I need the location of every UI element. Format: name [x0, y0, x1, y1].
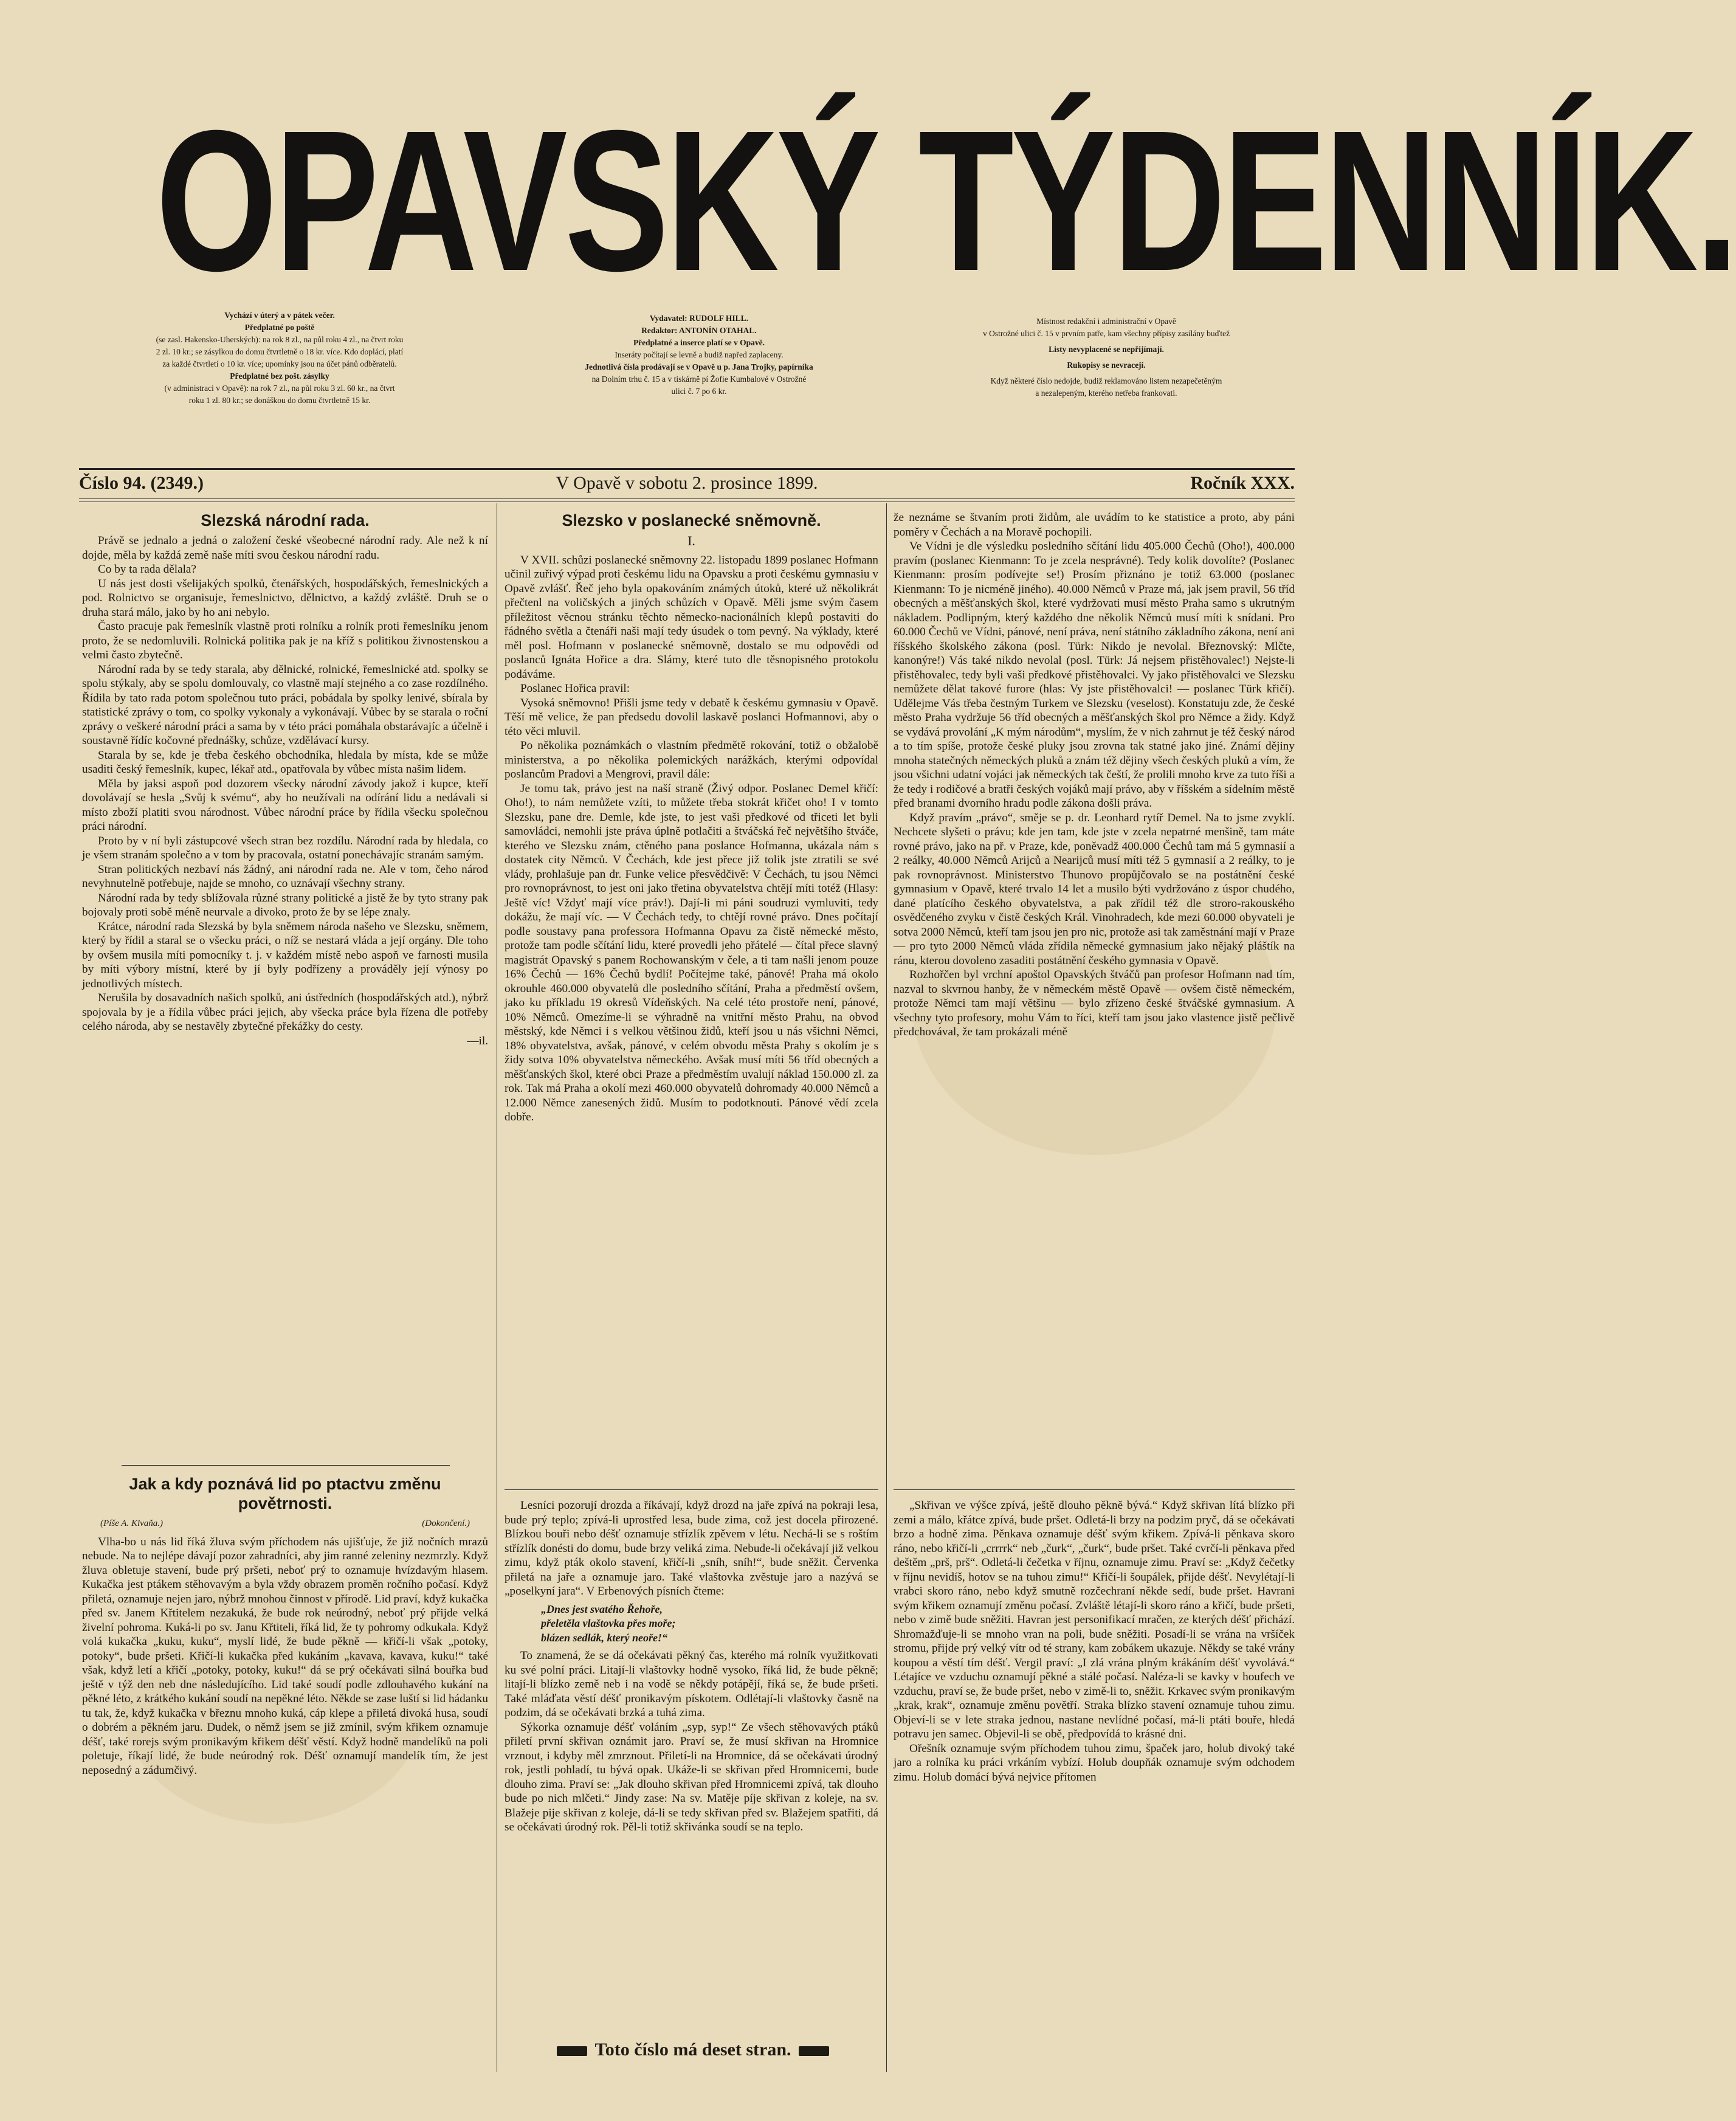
article-ptactvo [82, 1474, 488, 2040]
article-narodni-rada [82, 511, 488, 1456]
continuation-note: (Dokončení.) [422, 1519, 470, 1528]
article-separator [505, 1489, 878, 1490]
article-separator [122, 1465, 450, 1466]
paragraph: Národní rada by tedy sblížovala různé strany politické a jistě že by tyto strany pak bojovaly proti sobě méně neurvale a divoko, proto že by se lépe znaly. [82, 891, 488, 919]
paragraph: Po několika poznámkách o vlastním předmětě rokování, totiž o obžalobě ministerstva, a po několika polemických narážkách, kterými odpovídal poslancům Pradovi a Mengrovi, pravil dále: [505, 739, 878, 781]
footer-note [480, 2038, 906, 2062]
paragraph: Proto by v ní byli zástupcové všech stran bez rozdílu. Národní rada by hledala, co je všem stranám společno a v tom by pracovala, ostatní ponechávajíc stranám samým. [82, 834, 488, 861]
article-title: Slezsko v poslanecké sněmovně. [562, 511, 821, 529]
signature: —il. [467, 1034, 488, 1047]
paragraph: Krátce, národní rada Slezská by byla sněmem národa našeho ve Slezsku, sněmem, který by řídil a staral se o všecku práci, o níž se nestará vláda a její orgány. Dle toho by ovšem musila míti pomocníky t. j. v každém místě nebo aspoň ve farnosti musila by míti výbory místní, které by jí byly podřízeny a prováděly její výnosy po jednotlivých místech. [82, 920, 488, 990]
paragraph: Právě se jednalo a jedná o založení české všeobecné národní rady. Ale než k ní dojde, měla by každá země naše míti svou českou národní radu. [82, 534, 488, 562]
info-line: Vychází v úterý a v pátek večer. [224, 311, 335, 320]
article-ptactvo-continued-2 [894, 1498, 1295, 2027]
info-line: Předplatné a inserce platí se v Opavě. [633, 338, 765, 347]
paragraph: U nás jest dosti všelijakých spolků, čtenářských, hospodářských, řemeslnických a pod. Rolnictvo se organisuje, řemeslnictvo, dělnictvo, a každý zvláště. Druh se o druha stará málo, jako by ho ani nebylo. [82, 577, 488, 619]
editorial-office-info [912, 316, 1301, 400]
paragraph: Je tomu tak, právo jest na naší straně (Živý odpor. Poslanec Demel křičí: Oho!), to nám nemůžete vzíti, to můžete třeba stokrát křičet oho! I v tomto Slezsku, pane dre. Demle, kde jste, to jest vaši předkové od třiceti let byli samovládci, nemohli jste práva úplně potlačiti a štváčská řeč největšího štváče, kterého ve Slezsku znám, ctěného pana poslance Hofmanna, ukázala nám s dostatek city Němců. V Čechách, kde jest přece již tolik jste ztratili se své vlády, prohlašuje pan dr. Funke velice přesvědčivě: V Čechách, tu jsou Němci pro rovnoprávnost, to jest oni jako třetina obyvatelstva chtějí míti totéž (Hlasy: Ještě víc! Vždyť mají více práv!). Dají-li mi páni soudruzi vymluviti, tedy dokážu, že mají víc. — V Čechách tedy, to chtějí rovné právo. Dnes počítají podle soustavy pana professora Hofmanna Opavu za čistě německé město, protože tam podle sčítání lidu, které provedli jeho přátelé — čítal přece slavný magistrát Opavský s panem Rochowanským v čele, a ti tam našli jenom pouze 16% Čechů — 16% Čechů bydlí! Počítejme také, pánové! Praha má okolo okrouhle 460.000 obyvatelů dle posledního sčítání, Praha a předměstí ovšem, jako ku příkladu 19 okresů Vídeňských. Na celé této prostoře není, pánové, 10% Němců. Omezíme-li se výhradně na vnitřní město Prahu, na obvod městský, kde Němci i s velkou většinou židů, kteří jsou u nás všichni Němci, 18% obyvatelstva, avšak, pánové, v celém obvodu města Prahy s okolím je s židy sotva 10% obyvatelstva německého. Avšak musí míti 56 tříd obecných a měšťanských škol, které obci Praze a předměstím uvalují náklad 150.000 zl. za rok. Tak má Praha a okolí mezi 460.000 obyvatelů dohromady 40.000 Němců a 12.000 Němce zanesených židů. Musím to podotknouti. Pánové vědí zcela dobře. [505, 782, 878, 1123]
info-line: Inseráty počítají se levně a budiž napřed zaplaceny. [615, 350, 784, 359]
article-ptactvo-continued [505, 1498, 878, 2027]
paragraph: Když pravím „právo“, směje se p. dr. Leonhard rytíř Demel. Na to jsme zvyklí. Nechcete slyšeti o právu; kde jen tam, kde jste v zcela nepatrné menšině, tam máte rovné právo, jako na př. v Praze, kde, poněvadž 400.000 Čechů tam má 5 gymnasií a 2 reálky, 40.000 Němců Arijců a Nearijců musí míti též 5 gymnasií a 2 reálky, to je pak rovnoprávnost. Ministerstvo Thunovo propůjčovalo se na postátnění české gymnasium v Opavě, které trvalo 14 let a musilo býti vydržováno z úspor chudého, dané platícího českého obyvatelstva, a pak zřídil též dle stroro-rakouského osvědčeného zvyku v čistě českých Král. Vinohradech, kde mezi 60.000 obyvateli je sotva 2000 Němců, kteří tam jsou jen pro nic, protože asi tak zaměstnání mají v Praze — pro tyto 2000 Němců vláda zřídila německé gymnasium jako nějaký pláštík na ránu, kterou dovoleno zasaditi postátnění českého gymnasia v Opavě. [894, 811, 1295, 967]
author: (Píše A. Klvaňa.) [100, 1519, 164, 1528]
subscription-info [94, 310, 465, 407]
paragraph: V XVII. schůzi poslanecké sněmovny 22. listopadu 1899 poslanec Hofmann učinil zuřivý výpad proti českému lidu na Opavsku a proti českému gymnasiu v Opavě zvlášť. Řeč jeho byla opakováním známých útoků, které už několikrát přečtenl na voličských a jiných schůzích v Opavě. Měli jsme svým časem příležitost věcnou stránku těchto německo-nacionálních klepů postaviti do řádného světla a čtenáři naši mají tedy úsudek o tom pevný. Na výklady, které měl posl. Hofmann v poslanecké sněmovně, dostalo se mu odpovědi od poslanců Ignáta Hořice a dra. Slámy, které tuto dle těsnopisného protokolu podáváme. [505, 553, 878, 681]
paragraph: že neznáme se štvaním proti židům, ale uvádím to ke statistice a proto, aby páni poměry v Čechách a na Moravě pochopili. [894, 511, 1295, 539]
column-rule [886, 503, 887, 2072]
info-line: (se zasl. Hakensko-Uherských): na rok 8 zl., na půl roku 4 zl., na čtvrt roku [156, 335, 404, 344]
paragraph: Ořešník oznamuje svým příchodem tuhou zimu, špaček jaro, holub divoký také jaro a rolníka ku práci vrkáním vybízí. Holub doupňák oznamuje svým odchodem zimu. Holub domácí bývá nejvice přítomen [894, 1742, 1295, 1784]
pointing-hand-icon [557, 2046, 587, 2056]
issue-number: Číslo 94. (2349.) [79, 473, 204, 493]
paragraph: Nerušila by dosavadních našich spolků, ani ústředních (hospodářských atd.), nýbrž spojovala by je a řídila vůbec práci jejich, aby všecka práce byla řízena dle potřeby celého národa, aby se nestavěly zbytečné překážky do cesty. [82, 992, 488, 1033]
article-slezsko-snemovna-continued [894, 511, 1295, 1483]
paragraph: Národní rada by se tedy starala, aby dělnické, rolnické, řemeslnické atd. spolky se spolu stýkaly, aby se spolu domlouvaly, co vlastně mají stejného a co zase rozdílného. Řídila by tato rada potom společnou tuto práci, pobádala by spolky lenivé, sbírala by statistické zprávy o tom, co spolky vykonaly a vykonávají. Vůbec by se starala o roční zprávy o veškeré národní práci a sama by v této práci pomáhala obstarávajíc a účelně i soustavně řídíc kočovné přednášky, schůze, vzdělávací kursy. [82, 663, 488, 747]
paragraph: Vlha-bo u nás lid říká žluva svým příchodem nás ujišťuje, že již nočních mrazů nebude. Na to nejlépe dávají pozor zahradníci, aby jim ranné zeleniny nezmrzly. Když žluva obletuje stavení, bude prý pršeti, neboť prý to oznamuje hvízdavým hlasem. Kukačka jest ptákem stěhovavým a byla vždy obrazem proměn ročního počasí. Když přiletá, oznamuje nejen jaro, nýbrž mnohou činnost v přírodě. Lid praví, když kukačka před sv. Janem Křtitelem nezakuká, že bude rok neúrodný, neboť prý přijde velká živelní pohroma. Kuká-li po sv. Janu Křtiteli, říká lid, že ty pohromy odkukala. Když volá kukačka „kuku, kuku“, myslí lidé, že bude pěkně — křičí-li však „potoky, potoky“, bude pršeti. Křičí-li kukačka před kukáním „kavava, kavava, kuku!“ také však, když letí a křičí „potoky, potoky, kuku!“ dá se prý očekávati silná bouřka bud ještě v týž den neb dne následujícího. Lid také soudí podle zdlouhavého kukání na pěkné léto, z krátkého kukání soudí na nepěkné léto. Někde se zase luští si lid hádanku tu tak, že, když kukačka v březnu mnoho kuká, cáp klepe a přiletá divoká husa, soudí o dobrém a pěkném jaru. Dudek, o němž jsem se již zmínil, svým křikem oznamuje déšť, také rorejs svým pronikavým křikem déšť věstí. Když hodně mandelíků na poli poletuje, říkají lidé, že bude neúrodný rok. Déšť oznamují mandelík tím, že jest neposedný a zádumčivý. [82, 1535, 488, 1777]
paragraph: Ve Vídni je dle výsledku posledního sčítání lidu 405.000 Čechů (Oho!), 400.000 pravím (poslanec Kienmann: To je zcela nesprávné). Tedy kolik dovolíte? (Poslanec Kienmann: prosím podívejte se!) Prosím přiznáno je totiž 63.000 (poslanec Kienmann: To je nicméně jiného). 40.000 Němců v Praze má, jak jsem pravil, 56 tříd obecných a měšťanských škol, které vydržovati musí město Praha samo s ukrutným nákladem. Podlipným, který každého dne několik Němců musí míti k snídani. Pro 60.000 Čechů ve Vídni, pánové, není práva, není státního základního zákona, není ani říšského školského zákona (posl. Türk: Nikdo je nevolal. Březnovský: Mlčte, kanonýre!) Vás také nikdo nevolal (posl. Türk: Já nejsem přistěhovalec!) Nejste-li přistěhovalec, tedy byli vaši předkové přistěhovalci. Vy jako přistěhovalci ve Slezsku nemůžete dělat takové furore (hlas: Vy jste přistěhovalci! — poslanec Türk křičí). Udělejme Vás třeba čestným Turkem ve Slezsku (veselost). Konstatuju zde, že české město Praha vydržuje 56 tříd obecných a měšťanských škol pro Němce a židy. Když se vydává provolání „K mým národům“, myslím, že v nich zahrnut je též český národ a to tím spíše, protože české pluky jsou zrovna tak statné jako jiné. Známí dějiny mnoha statečných německých pluků a znám též dějiny všech českých pluků a vím, že jsou všichni udatní vojáci jak německých tak čeští, že prolili mnoho krve za tuto říši a že tedy i rodičové a bratři českých vojáků mají právo, aby v říšském a sídelním městě před branami dvorního hradu podle zákona došli práva. [894, 540, 1295, 810]
paragraph: Často pracuje pak řemeslník vlastně proti rolníku a rolník proti řemeslníku jenom proto, že se nedomluvili. Rolnická politika pak je na kříž s politikou živnostenskou a velmi často zbytečně. [82, 620, 488, 661]
info-line: a nezalepeným, kterého netřeba frankovati. [1035, 388, 1177, 398]
info-line: Vydavatel: RUDOLF HILL. [649, 314, 749, 323]
info-line: na Dolním trhu č. 15 a v tiskárně pí Žofie Kumbalové v Ostrožné [591, 374, 807, 384]
info-line: Redaktor: ANTONÍN OTAHAL. [641, 326, 757, 335]
info-line: Místnost redakční i administrační v Opavě [1036, 317, 1176, 326]
masthead-title: OPAVSKÝ TÝDENNÍK. [156, 88, 1736, 312]
info-line: Listy nevyplacené se nepřijímají. [1049, 345, 1164, 354]
issue-date: V Opavě v sobotu 2. prosince 1899. [556, 473, 818, 493]
paragraph: Měla by jaksi aspoň pod dozorem všecky národní závody jakož i kupce, kteří dovolávají se hesla „Svůj k svému“, aby ho neužívali na odírání lidu a nedávali si místo zboží platiti svou národnost. Vůbec národní práce by řídila všecku společnou práci národní. [82, 777, 488, 833]
paragraph: Sýkorka oznamuje déšť voláním „syp, syp!“ Ze všech stěhovavých ptáků přiletí první skřivan oznámit jaro. Praví se, že musí skřivan na Hromnice vrznout, i kdyby měl zmrznout. Přiletí-li na Hromnice, dá se očekávati úrodný rok, jestli pohladí, tu bývá opak. Ukáže-li se skřivan před Hromnicemi, bude dlouho zima. Praví se: „Jak dlouho skřivan před Hromnicemi zpívá, tak dlouho bude po nich mlčeti.“ Jindy zase: Na sv. Matěje píje skřivan z koleje, na sv. Blažeje pije skřivan z koleje, dá-li se tedy skřivan před sv. Blažejem spatřiti, dá se očekávati úrodný rok. Pěl-li totiž skřivánka soudí se na teplo. [505, 1720, 878, 1833]
volume-number: Ročník XXX. [1190, 473, 1295, 493]
paragraph: „Skřivan ve výšce zpívá, ještě dlouho pěkně bývá.“ Když skřivan lítá blízko při zemi a málo, křátce zpívá, bude pršet. Odletá-li brzy na podzim pryč, dá se očekávati brzo a hodně zima. Pěnkava oznamuje déšť svým křikem. Zpívá-li pěnkava skoro ráno, nebo křičí-li „crrrrk“ neb „čurk“, „čurk“, bude pršet. Také cvrčí-li pěnkava před deštěm „prš, prš“. Odletá-li čečetka v říjnu, oznamuje zimu. Praví se: „Když čečetky v říjnu nevidíš, hotov se na tuhou zimu!“ Křičí-li šoupálek, přijde déšť. Nevylétají-li vrabci skoro ráno, nebo když smutně rozčechraní někde sedí, bude pršet. Havrani svým křikem oznamují změnu počasí. Zvláště létají-li skoro ráno a křičí, bude pršeti, nebo v zimě bude sněžiti. Havran jest personifikací mračen, ze kterých déšť přichází. Shromažďuje-li se mnoho vran na poli, bude sněžiti. Posadí-li se vrána na vršíček stromu, přijde prý velký vítr od té strany, kam zobákem ukazuje. Někdy se také vrány koupou a věstí tím déšť. Vergil praví: „I zlá vrána plným krákáním déšť vyvolává.“ Létajíce ve vzduchu oznamují pěkné a stálé počasí. Naléza-li se kavky v houfech ve vzduchu, praví se, že bude pršet, nebo v zimě-li to, sněžit. Krkavec svým pronikavým „krak, krak“, oznamuje změnu povětří. Straka blízko stavení oznamuje tuhou zimu. Objeví-li se v lete straka jednou, nastane nevlídné počasí, má-li ptáti bouře, hledá potravu jen samec. Objevil-li se obě, předpovídá to krásné dni. [894, 1499, 1295, 1740]
paragraph: Rozhořčen byl vrchní apoštol Opavských štváčů pan profesor Hofmann nad tím, nazval to skvrnou hanby, že v německém městě Opavě — ovšem čistě německém, protože Němci tam mají většinu — bylo zřízeno české štváčské gymnasium. A všechny tyto profesory, mohu Vám to říci, kteří tam jsou jako vlastence jistě pečlivě předchovával, že tam prokázali méně [894, 968, 1295, 1038]
paragraph: Poslanec Hořica pravil: [520, 682, 630, 695]
dateline [79, 472, 1295, 494]
article-title: Slezská národní rada. [201, 511, 370, 529]
paragraph: Stran politických nezbaví nás žádný, ani národní rada ne. Ale v tom, čeho národ nevyhnutelně potřebuje, najde se mnoho, co uznávají všechny strany. [82, 863, 488, 890]
poem [541, 1602, 878, 1646]
pointing-hand-icon [799, 2046, 829, 2056]
poem-line: „Dnes jest svatého Řehoře, [541, 1602, 663, 1615]
poem-line: přeletěla vlaštovka přes moře; [541, 1617, 676, 1629]
publisher-info [517, 313, 881, 398]
article-title: Jak a kdy poznává lid po ptactvu změnu povětrnosti. [129, 1475, 441, 1512]
header-rule [79, 468, 1295, 470]
info-line: ulici č. 7 po 6 kr. [671, 387, 727, 396]
info-line: Rukopisy se nevracejí. [1067, 360, 1146, 370]
header-rule [79, 498, 1295, 499]
byline [100, 1517, 470, 1531]
article-slezsko-snemovna [505, 511, 878, 1483]
info-line: Jednotlivá čísla prodávají se v Opavě u p. Jana Trojky, papírníka [585, 362, 813, 371]
paragraph: Co by ta rada dělala? [98, 563, 196, 576]
article-separator [894, 1489, 1295, 1490]
info-line: (v administraci v Opavě): na rok 7 zl., na půl roku 3 zl. 60 kr., na čtvrt [164, 384, 395, 393]
info-line: v Ostrožné ulici č. 15 v prvním patře, kam všechny přípisy zasílány buďtež [982, 329, 1230, 338]
info-line: Když některé číslo nedojde, budiž reklamováno listem nezapečetěným [990, 376, 1222, 385]
info-line: roku 1 zl. 80 kr.; se donáškou do domu čtvrtletně 15 kr. [188, 396, 371, 405]
info-line: Předplatné bez pošt. zásylky [230, 371, 329, 381]
section-number: I. [687, 533, 695, 548]
paragraph: To znamená, že se dá očekávati pěkný čas, kterého má rolník využitkovati ku své polní práci. Litají-li vlaštovky hodně vysoko, říká lid, že bude pěkně; litají-li blízko země neb i na vodě se někdy potápějí, říká se, že bude pršeti. Také mláďata věstí déšť pronikavým pískotem. Odlétají-li vlaštovky časně na podzim, dá se očekávati brzká a tuhá zima. [505, 1649, 878, 1719]
paragraph: Vysoká sněmovno! Přišli jsme tedy v debatě k českému gymnasiu v Opavě. Těší mě velice, že pan předsedu dovolil laskavě poslanci Hofmannovi, aby o této věci mluvil. [505, 696, 878, 738]
footer-note-text: Toto číslo má deset stran. [594, 2040, 791, 2060]
poem-line: blázen sedlák, který neoře!“ [541, 1631, 667, 1644]
paragraph: Starala by se, kde je třeba českého obchodníka, hledala by místa, kde se může usaditi český řemeslník, kupec, lékař atd., opatřovala by vůbec místa našim lidem. [82, 748, 488, 776]
paragraph: Lesníci pozorují drozda a říkávají, když drozd na jaře zpívá na pokraji lesa, bude prý teplo; zpívá-li uprostřed lesa, bude zima, což jest docela přirozené. Blízkou bouři nebo déšť oznamuje střízlík zpěvem v létu. Nechá-li se s roštím střízlík donésti do domu, bude brzy veliká zima. Nebude-li očekávají již velkou zimu, když pták okolo stavení, křičí-li „sníh, sníh!“, bude sněžit. Červenka přiletá na jaře a oznamuje jaro. Také vlaštovka zvěstuje jaro a nazývá se „poselkyní jara“. V Erbenových písních čteme: [505, 1499, 878, 1598]
info-line: 2 zl. 10 kr.; se zásylkou do domu čtvrtletně o 18 kr. více. Kdo doplácí, platí [156, 347, 404, 356]
info-line: Předplatné po poště [244, 323, 315, 332]
info-line: za každé čtvrtletí o 10 kr. více; upomínky jsou na účet pánů odběratelů. [162, 359, 397, 368]
